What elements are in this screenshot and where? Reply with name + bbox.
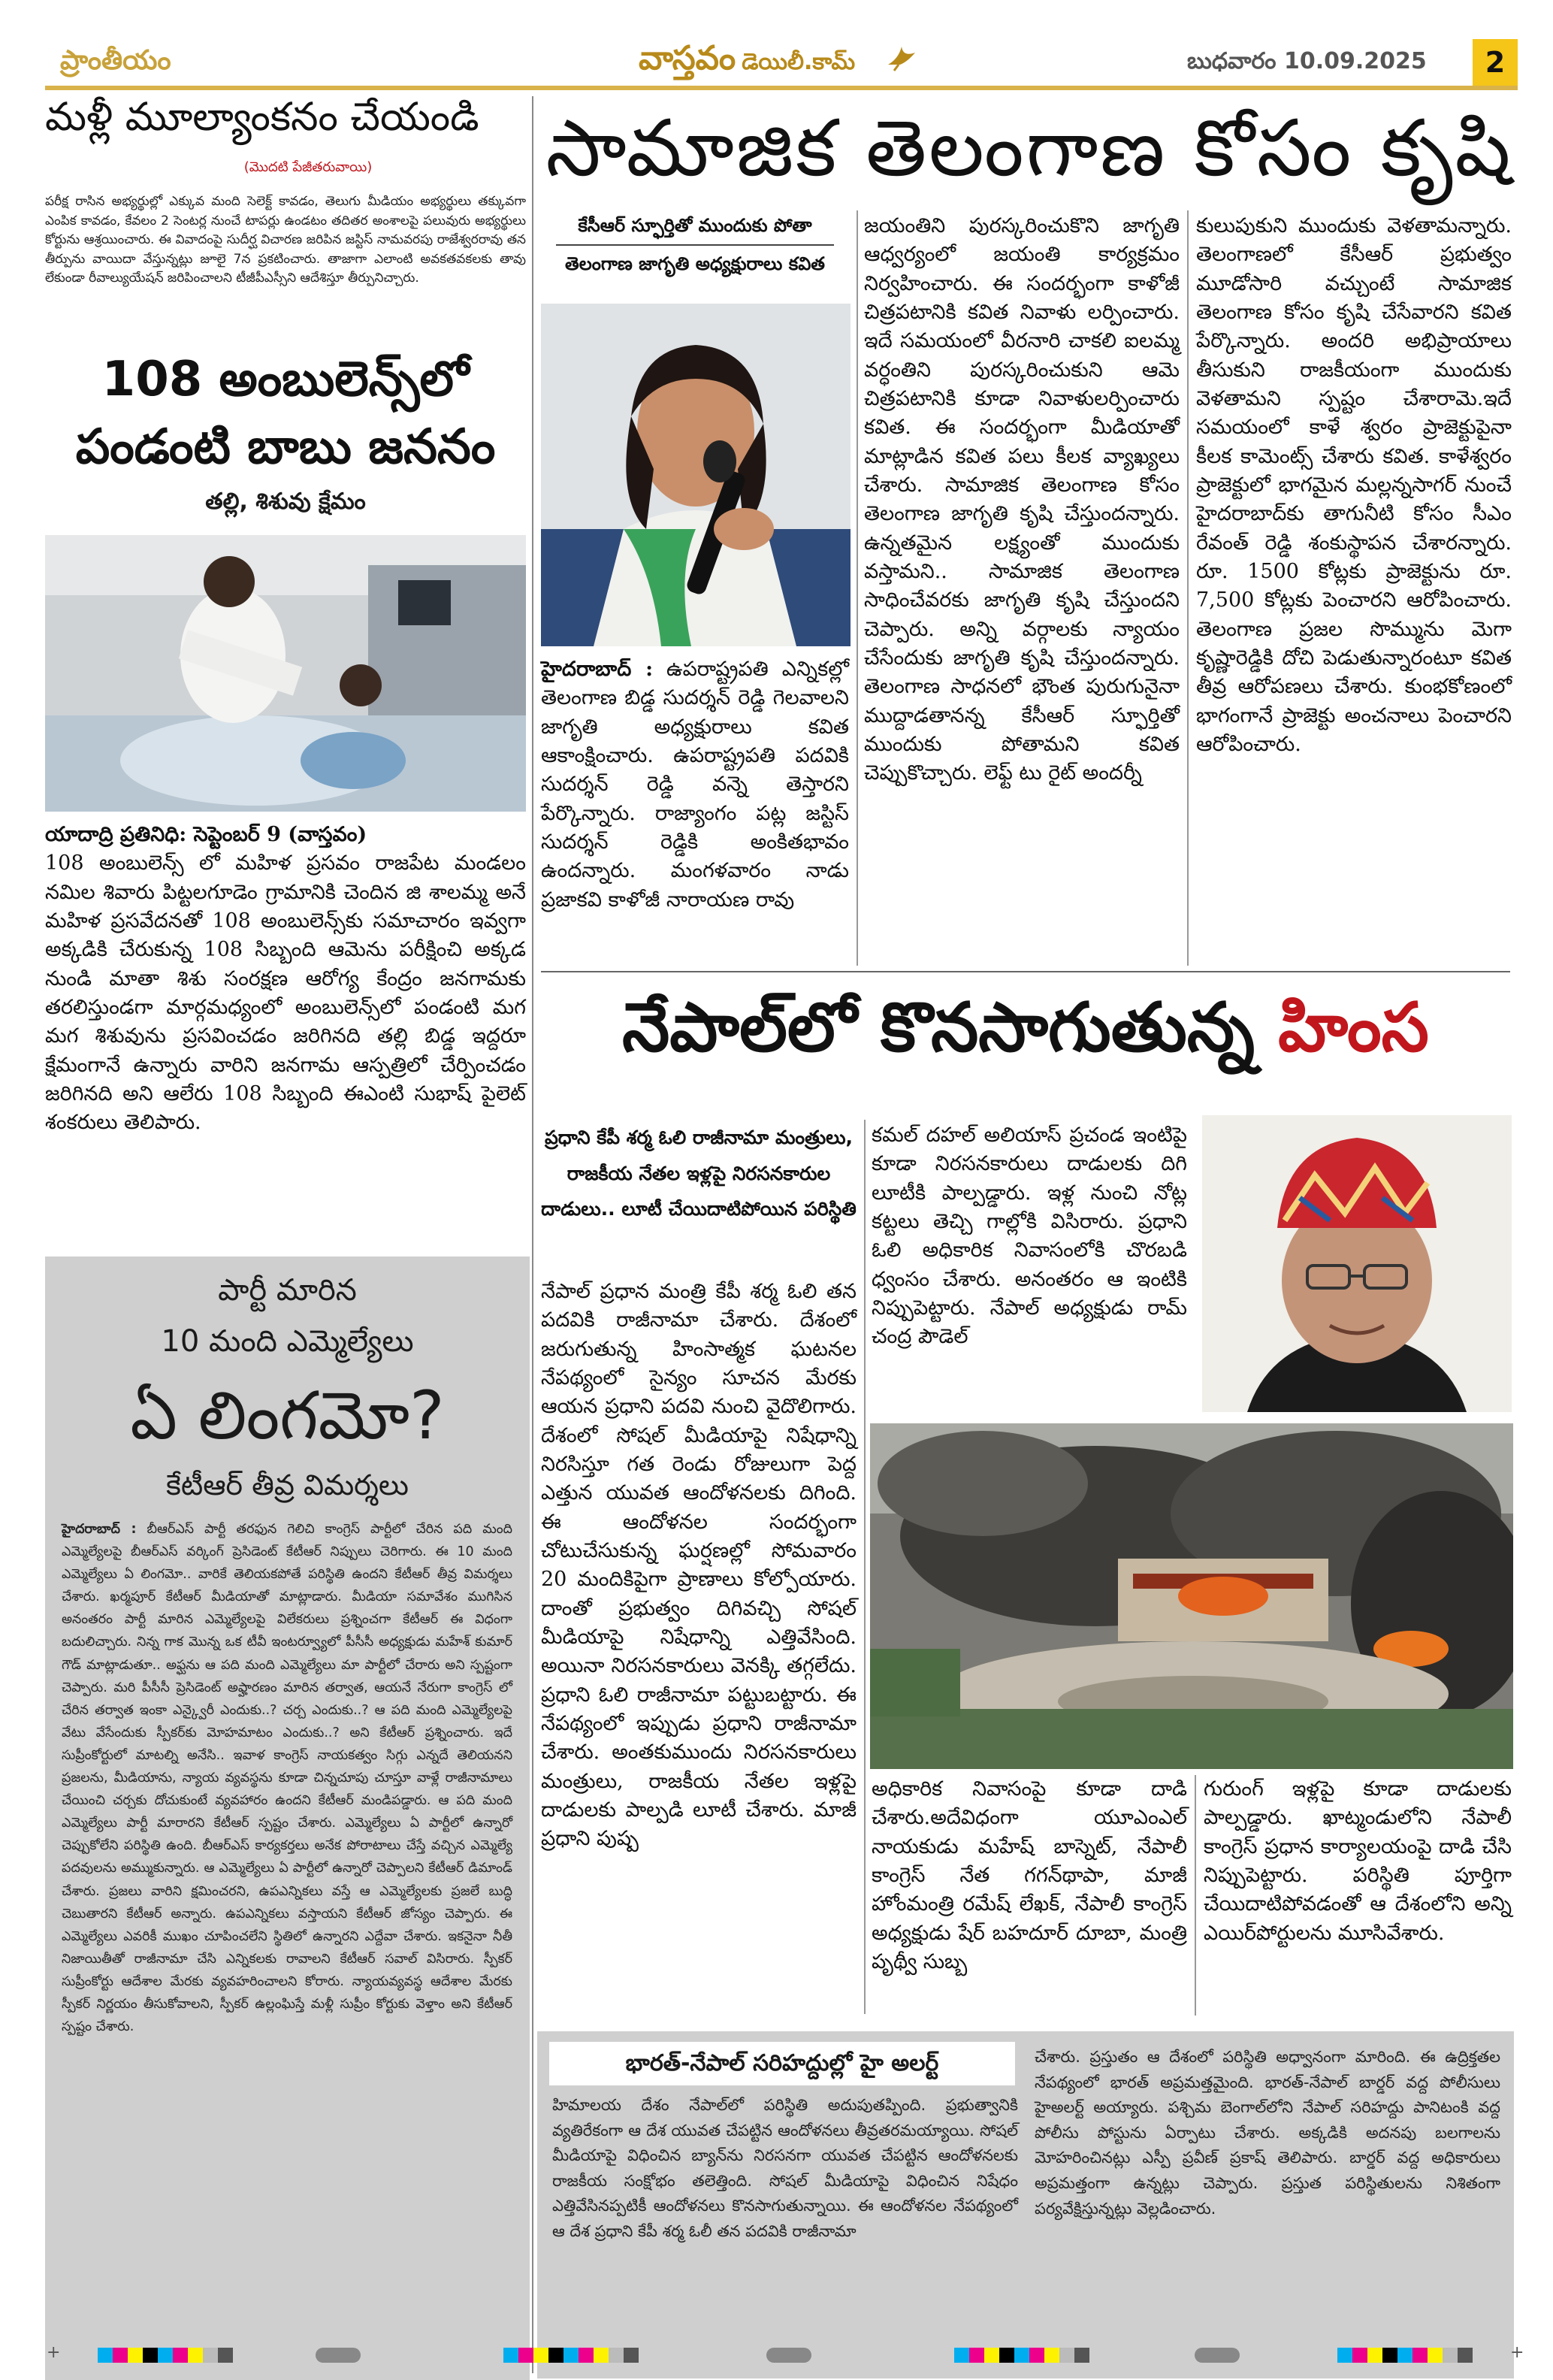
ambulance-headline-1: 108 అంబులెన్స్‌లో	[101, 352, 470, 407]
revaluation-headline: మళ్లీ మూల్యాంకనం చేయండి	[45, 95, 479, 140]
color-registration-bar	[98, 2348, 233, 2363]
revaluation-continued: (మొదటి పేజీతరువాయి)	[243, 159, 373, 175]
ambulance-photo	[45, 535, 526, 812]
ambulance-body: 108 అంబులెన్స్ లో మహిళ ప్రసవం రాజపేట మండలం నమిల శివారు పిట్టలగూడెం గ్రామానికి చెందిన జి శాలమ్మ అనే మహిళ ప్రసవేదనతో 108 అంబులెన్స్‌కు సమాచారం ఇవ్వగా అక్కడికి చేరుకున్న 108 సిబ్బంది ఆమెను పరీక్షించి అక్కడ నుండి మాతా శిశు సంరక్షణ ఆరోగ్య కేంద్రం జనగామకు తరలిస్తుండగా మార్గమధ్యంలో అంబులెన్స్‌లో పండంటి మగ మగ శిశువును ప్రసవించడం జరిగినది తల్లి బిడ్డ ఇద్దరూ క్షేమంగానే ఉన్నారు వారిని జనగామ ఆస్పత్రిలో చేర్పించడం జరిగినది అని ఆలేరు 108 సిబ్బంది ఈఎంటి సుభాష్ పైలెట్ శంకరులు తెలిపారు.	[45, 851, 526, 1135]
kavitha-kicker-1: కేసీఆర్ స్ఫూర్తితో ముందుకు పోతా	[578, 215, 812, 236]
registration-oval	[316, 2348, 361, 2363]
nepal-headline-accent: హింస	[1278, 988, 1429, 1067]
nepal-col-3-bottom: గురుంగ్ ఇళ్లపై కూడా దాడులకు పాల్పడ్డారు. ఖాట్మండులోని నేపాలీ కాంగ్రెస్ ప్రధాన కార్యాలయంపై దాడి చేసి నిప్పుపెట్టారు. పరిస్థితి పూర్తిగా చేయిదాటిపోవడంతో ఆ దేశంలోని అన్ని ఎయిర్‌పోర్టులను మూసివేశారు.	[1204, 1777, 1512, 1945]
mla-body: బీఆర్ఎస్ పార్టీ తరఫున గెలిచి కాంగ్రెస్ పార్టీలో చేరిన పది మంది ఎమ్మెల్యేలపై బీఆర్ఎస్ వర్కింగ్ ప్రెసిడెంట్ కేటీఆర్ నిప్పులు చెరిగారు. ఈ 10 మంది ఎమ్మెల్యేలు ఏ లింగమో.. వారికే తెలియకపోతే పరిస్థితి ఉందని కేటీఆర్ తీవ్ర విమర్శలు చేశారు. ఖర్మపూర్ కేటీఆర్ మీడియాతో మాట్లాడారు. మీడియా సమావేశం ముగిసిన అనంతరం పార్టీ మారిన ఎమ్మెల్యేలపై విలేకరులు ప్రశ్నించగా కేటీఆర్ ఈ విధంగా బదులిచ్చారు. నిన్న గాక మొన్న ఒక టీవీ ఇంటర్వ్యూలో పీసీసీ అధ్యక్షుడు మహేశ్ కుమార్ గౌడ్ మాట్లాడుతూ.. అఫ్ఘను ఆ పది మంది ఎమ్మెల్యేలు మా పార్టీలో చేరారు అని స్పష్టంగా చెప్పారు. మరి పీసీసీ ప్రెసిడెంట్ అఫ్హారణం మారిన తర్వాత, ఆయనే నేరుగా కాంగ్రెస్ లో చేరిన తర్వాత ఇంకా ఎన్క్వైరీ ఎందుకు..? చర్చ ఎందుకు..? ఆ పది మంది ఎమ్మెల్యేలపై వేటు వేసేందుకు స్పీకర్‌కు మోహమాటం ఎందుకు..? అని కేటీఆర్ ప్రశ్నించారు. ఇదే సుప్రీంకోర్టులో మాటల్ని అనేసి.. ఇవాళ కాంగ్రెస్ నాయకత్వం సిగ్గు ఎన్నదే తెలియనని ప్రజలను, మీడియాను, న్యాయ వ్యవస్థను కూడా చిన్నచూపు చూస్తూ వాళ్లే రాజీనామాలు చేయించి చర్చకు దోచుకుంటే వ్యవహారం ఉందని కేటీఆర్ మండిపడ్డారు. ఆ పది మంది ఎమ్మెల్యేలు పార్టీ మారారని కేటీఆర్ స్పష్టం చేశారు. ఎమ్మెల్యేలు ఏ పార్టీలో ఉన్నారో చెప్పుకోలేని పరిస్థితి ఉంది. బీఆర్ఎస్ కార్యకర్తలు అనేక పోరాటాలు చేస్తే వచ్చిన ఎమ్మెల్యే పదవులను అమ్ముకున్నారు. ఆ ఎమ్మెల్యేలు ఏ పార్టీలో ఉన్నారో చెప్పాలని కేటీఆర్ డిమాండ్ చేశారు. ప్రజలు వారిని క్షమించరని, ఉపఎన్నికలు వస్తే ఆ ఎమ్మెల్యేలకు ప్రజలే బుద్ధి చెబుతారని కేటీఆర్ అన్నారు. ఉపఎన్నికలు వస్తాయని కేటీఆర్ జోస్యం చెప్పారు. ఈ ఎమ్మెల్యేలు ఎవరికీ ముఖం చూపించలేని స్థితిలో ఉన్నారని ఎద్దేవా చేశారు. ఇకనైనా నీతీ నిజాయితీతో రాజీనామా చేసి ఎన్నికలకు రావాలని కేటీఆర్ సవాల్ విసిరారు. స్పీకర్ సుప్రీంకోర్టు ఆదేశాల మేరకు వ్యవహరించాలని కోరారు. న్యాయవ్యవస్థ ఆదేశాల మేరకు స్పీకర్ నిర్ణయం తీసుకోవాలని, స్పీకర్ ఉల్లంఘిస్తే మళ్లీ సుప్రీం కోర్టుకు వెళ్తాం అని కేటీఆర్ స్పష్టం చేశారు.	[62, 1522, 512, 2035]
protest-fire-photo	[870, 1423, 1513, 1769]
crop-mark: +	[47, 2343, 61, 2362]
ambulance-byline: యాదాద్రి ప్రతినిధి: సెప్టెంబర్ 9 (వాస్తవం)	[45, 823, 367, 846]
kavitha-kicker-2: తెలంగాణ జాగృతి అధ్యక్షురాలు కవిత	[565, 253, 825, 275]
border-col-2: చేశారు. ప్రస్తుతం ఆ దేశంలో పరిస్థితి అధ్వానంగా మారింది. ఈ ఉద్రిక్తతల నేపథ్యంలో భారత్ అప్రమత్తమైంది. భారత్-నేపాల్ బార్డర్ వద్ద పోలీసులు హైఅలర్ట్ అయ్యారు. పశ్చిమ బెంగాల్‌లోని నేపాల్ సరిహద్దు పానిటంకి వద్ద పోలీసు పోస్టును ఏర్పాటు చేశారు. అక్కడికి అదనపు బలగాలను మోహరించినట్లు ఎస్పీ ప్రవీణ్ ప్రకాష్ తెలిపారు. బార్డర్ వద్ద అధికారులు అప్రమత్తంగా ఉన్నట్లు చెప్పారు. ప్రస్తుత పరిస్థితులను నిశితంగా పర్యవేక్షిస్తున్నట్లు వెల్లడించారు.	[1035, 2048, 1500, 2218]
nepal-headline-main: నేపాల్‌లో కొనసాగుతున్న	[622, 988, 1279, 1067]
kavitha-col-1-text: ఉపరాష్ట్రపతి ఎన్నికల్లో తెలంగాణ బిడ్డ సుదర్శన్ రెడ్డి గెలవాలని జాగృతి అధ్యక్షురాలు కవిత ఆకాంక్షించారు. ఉపరాష్ట్రపతి పదవికి సుదర్శన్ రెడ్డి వన్నె తెస్తారని పేర్కొన్నారు. రాజ్యాంగం పట్ల జస్టిస్ సుదర్శన్ రెడ్డికి అంకితభావం ఉందన్నారు. మంగళవారం నాడు ప్రజాకవి కాళోజీ నారాయణ రావు	[541, 658, 849, 912]
mla-line-2: 10 మంది ఎమ్మెల్యేలు	[161, 1324, 414, 1359]
kavitha-headline: సామాజిక తెలంగాణ కోసం కృషి	[545, 102, 1513, 194]
border-headline: భారత్-నేపాల్ సరిహద్దుల్లో హై అలర్ట్	[549, 2042, 1015, 2085]
registration-oval	[766, 2348, 811, 2363]
column-divider	[1195, 1775, 1196, 2016]
mla-byline: హైదరాబాద్ :	[62, 1522, 137, 1537]
paper-sub: డెయిలీ.కామ్	[742, 49, 856, 75]
paper-logo	[639, 39, 855, 86]
mla-article	[62, 1518, 512, 2337]
kicker-rule	[556, 244, 834, 246]
crop-mark: +	[1510, 2343, 1524, 2362]
nepal-kicker: ప్రధాని కేపీ శర్మ ఓలి రాజీనామా మంత్రులు, రాజకీయ నేతల ఇళ్లపై నిరసనకారుల దాడులు.. లూటీ చేయిదాటిపోయిన పరిస్థితి	[541, 1126, 857, 1220]
border-col-1: హిమాలయ దేశం నేపాల్‌లో పరిస్థితి అదుపుతప్పింది. ప్రభుత్వానికి వ్యతిరేకంగా ఆ దేశ యువత చేపట్టిన ఆందోళనలు తీవ్రతరమయ్యాయి. సోషల్ మీడియాపై విధించిన బ్యాన్‌ను నిరసనగా యువత చేపట్టిన ఆందోళనలకు రాజకీయ సంక్షోభం తలెత్తింది. సోషల్ మీడియాపై విధించిన నిషేధం ఎత్తివేసినప్పటికీ ఆందోళనలు కొనసాగుతున్నాయి. ఈ ఆందోళనల నేపథ్యంలో ఆ దేశ ప్రధాని కేపీ శర్మ ఓలీ తన పదవికి రాజీనామా	[552, 2096, 1018, 2240]
kavitha-byline: హైదరాబాద్ :	[541, 658, 654, 681]
ambulance-article	[45, 821, 526, 1138]
kavitha-col-2: జయంతిని పురస్కరించుకొని జాగృతి ఆధ్వర్యంలో జయంతి కార్యక్రమం నిర్వహించారు. ఈ సందర్భంగా కాళోజీ చిత్రపటానికి కవిత నివాళు లర్పించారు. ఇదే సమయంలో వీరనారి చాకలి ఐలమ్మ వర్ధంతిని పురస్కరించుకుని ఆమె చిత్రపటానికి కూడా నివాళులర్పించారు కవిత. ఈ సందర్భంగా మీడియాతో మాట్లాడిన కవిత పలు కీలక వ్యాఖ్యలు చేశారు. సామాజిక తెలంగాణ కోసం తెలంగాణ జాగృతి కృషి చేస్తుందన్నారు. ఉన్నతమైన లక్ష్యంతో ముందుకు వస్తామని.. సామాజిక తెలంగాణ సాధించేవరకు జాగృతి కృషి చేస్తుందని చెప్పారు. అన్ని వర్గాలకు న్యాయం చేసేందుకు జాగృతి కృషి చేస్తుందన్నారు. తెలంగాణ సాధనలో భౌంత పురుగునైనా ముద్దాడతానన్న కేసీఆర్ స్ఫూర్తితో ముందుకు పోతామని కవిత చెప్పుకొచ్చారు. లెఫ్ట్ టు రైట్ అందర్నీ	[864, 214, 1180, 785]
column-divider	[532, 96, 533, 2373]
nepal-headline	[541, 990, 1510, 1065]
oli-photo	[1202, 1115, 1512, 1412]
kavitha-col-3: కులుపుకుని ముందుకు వెళతామన్నారు. తెలంగాణలో కేసీఆర్ ప్రభుత్వం మూడోసారి వచ్చుంటే సామాజిక తెలంగాణ కోసం కృషి చేసేవారని కవిత పేర్కొన్నారు. అందరి అభిప్రాయాలు తీసుకుని రాజకీయంగా ముందుకు వెళతామని స్పష్టం చేశారామె.ఇదే సమయంలో కాళే శ్వరం ప్రాజెక్టుపైనా కీలక కామెంట్స్ చేశారు కవిత. కాళేశ్వరం ప్రాజెక్టులో భాగమైన మల్లన్నసాగర్ నుంచే హైదరాబాద్‌కు తాగునీటి కోసం సీఎం రేవంత్ రెడ్డి శంకుస్థాపన చేశారన్నారు. రూ. 1500 కోట్లకు ప్రాజెక్టును రూ. 7,500 కోట్లకు పెంచారని ఆరోపించారు. తెలంగాణ ప్రజల సొమ్మును మెగా కృష్ణారెడ్డికి దోచి పెడుతున్నారంటూ కవిత తీవ్ర ఆరోపణలు చేశారు. కుంభకోణంలో భాగంగానే ప్రాజెక్టు అంచనాలు పెంచారని ఆరోపించారు.	[1196, 214, 1512, 756]
registration-oval	[1195, 2348, 1240, 2363]
nepal-col-1: నేపాల్ ప్రధాన మంత్రి కేపీ శర్మ ఓలి తన పదవికి రాజీనామా చేశారు. దేశంలో జరుగుతున్న హింసాత్మక ఘటనల నేపథ్యంలో సైన్యం సూచన మేరకు ఆయన ప్రధాని పదవి నుంచి వైదొలిగారు. దేశంలో సోషల్ మీడియాపై నిషేధాన్ని నిరసిస్తూ గత రెండు రోజులుగా పెద్ద ఎత్తున యువత ఆందోళనలకు దిగింది. ఈ ఆందోళనల సందర్భంగా చోటుచేసుకున్న ఘర్షణల్లో సోమవారం 20 మందికిపైగా ప్రాణాలు కోల్పోయారు. దాంతో ప్రభుత్వం దిగివచ్చి సోషల్ మీడియాపై నిషేధాన్ని ఎత్తివేసింది. అయినా నిరసనకారులు వెనక్కి తగ్గలేదు. ప్రధాని ఓలి రాజీనామా పట్టుబట్టారు. ఈ నేపథ్యంలో ఇప్పుడు ప్రధాని రాజీనామా చేశారు. అంతకుముందు నిరసనకారులు మంత్రులు, రాజకీయ నేతల ఇళ్లపై దాడులకు పాల్పడి లూటీ చేశారు. మాజీ ప్రధాని పుష్ప	[541, 1280, 857, 1851]
page-number: 2	[1473, 39, 1518, 86]
color-registration-bar	[954, 2348, 1089, 2363]
column-divider	[864, 1120, 866, 2014]
nepal-col-2-bottom: అధికారిక నివాసంపై కూడా దాడి చేశారు.అదేవిధంగా యూఎంఎల్ నాయకుడు మహేష్ బాస్నెట్, నేపాలీ కాంగ్రెస్ నేత గగన్‌థాపా, మాజీ హోంమంత్రి రమేష్ లేఖక్, నేపాలీ కాంగ్రెస్ అధ్యక్షుడు షేర్ బహదూర్ దూబా, మంత్రి పృథ్వీ సుబ్బ	[872, 1777, 1187, 1973]
nepal-col-2-top: కమల్ దహల్ అలియాస్ ప్రచండ ఇంటిపై కూడా నిరసనకారులు దాడులకు దిగి లూటీకి పాల్పడ్డారు. ఇళ్ల నుంచి నోట్ల కట్టలు తెచ్చి గాల్లోకి విసిరారు. ప్రధాని ఓలి అధికారిక నివాసంలోకి చొరబడి ధ్వంసం చేశారు. అనంతరం ఆ ఇంటికి నిప్పుపెట్టారు. నేపాల్ అధ్యక్షుడు రామ్ చంద్ర పౌడెల్	[872, 1123, 1187, 1349]
border-alert-box	[537, 2031, 1514, 2378]
mla-line-1: పార్టీ మారిన	[218, 1273, 357, 1308]
kavitha-photo	[541, 304, 851, 646]
section-divider	[541, 971, 1510, 972]
mla-headline: ఏ లింగమో?	[130, 1377, 445, 1454]
bird-icon	[885, 42, 918, 80]
column-divider	[1187, 210, 1189, 966]
ambulance-headline-2: పండంటి బాబు జననం	[75, 419, 496, 475]
color-registration-bar	[1337, 2348, 1473, 2363]
column-divider	[857, 210, 858, 966]
kavitha-col-1	[541, 655, 849, 1001]
issue-date: బుధవారం 10.09.2025	[1187, 48, 1427, 74]
mla-box	[45, 1257, 530, 2380]
kavitha-kicker	[541, 212, 849, 278]
masthead	[45, 39, 1518, 90]
revaluation-body: పరీక్ష రాసిన అభ్యర్థుల్లో ఎక్కువ మంది సెలెక్ట్ కావడం, తెలుగు మీడియం అభ్యర్థులు తక్కువగా ఎంపిక కావడం, కేవలం 2 సెంటర్ల నుంచే టాపర్లు ఉండటం తదితర అంశాలపై పలువురు అభ్యర్థులు కోర్టును ఆశ్రయించారు. ఈ వివాదంపై సుదీర్ఘ విచారణ జరిపిన జస్టిస్ నామవరపు రాజేశ్వరరావు తన తీర్పును వాయిదా వేస్తున్నట్లు జూలై 7న ప్రకటించారు. తాజాగా ఎలాంటి అవకతవకలకు తావు లేకుండా రీవాల్యుయేషన్ జరిపించాలని టీజీపీఎస్సీని ఆదేశిస్తూ తీర్పునిచ్చారు.	[45, 194, 526, 286]
section-label: ప్రాంతీయం	[60, 45, 171, 76]
mla-subhead: కేటీఆర్ తీవ్ర విమర్శలు	[166, 1468, 409, 1501]
ambulance-subhead: తల్లి, శిశువు క్షేమం	[205, 488, 366, 515]
paper-name: వాస్తవం	[639, 39, 736, 77]
color-registration-bar	[503, 2348, 639, 2363]
